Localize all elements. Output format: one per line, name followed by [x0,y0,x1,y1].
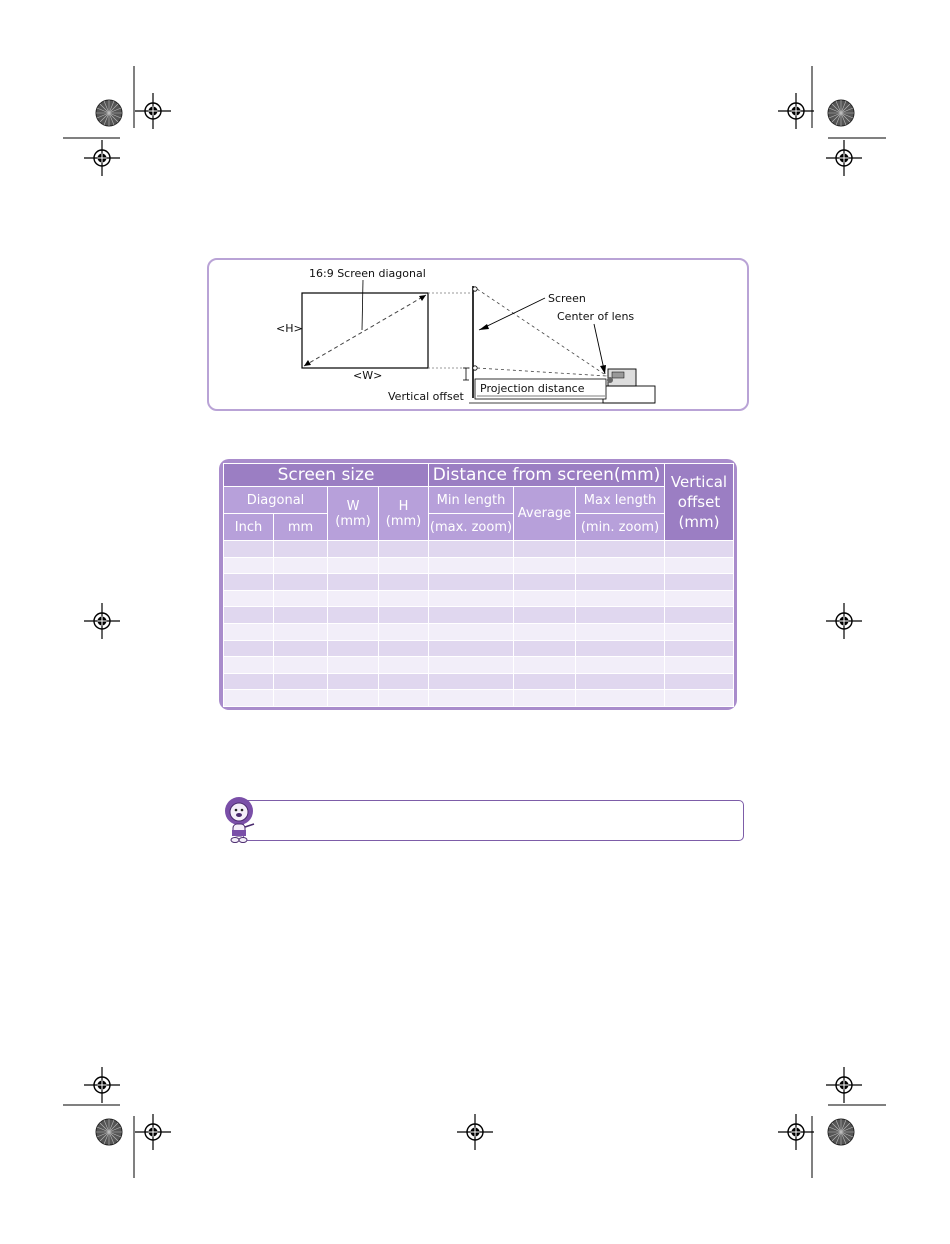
table-cell [514,607,576,624]
table-body [224,541,734,707]
table-row [224,607,734,624]
table-cell [274,541,328,558]
center-of-lens-label: Center of lens [557,310,635,323]
table-cell [224,541,274,558]
mm-header: mm [274,514,328,541]
note-box [243,800,744,841]
table-row [224,541,734,558]
table-cell [224,574,274,591]
table-cell [379,623,429,640]
table-cell [514,574,576,591]
table-cell [665,623,734,640]
table-cell [224,640,274,657]
table-cell [576,574,665,591]
table-cell [576,557,665,574]
table-cell [379,574,429,591]
table-cell [224,557,274,574]
table-cell [328,657,379,674]
table-cell [665,590,734,607]
vertical-offset-label: Vertical offset [388,390,464,403]
table-cell [429,557,514,574]
table-cell [429,590,514,607]
table-cell [514,541,576,558]
table-cell [274,657,328,674]
lion-mascot-icon [221,796,261,846]
table-cell [576,590,665,607]
table-cell [328,541,379,558]
table-cell [274,590,328,607]
table-cell [379,657,429,674]
table-row [224,623,734,640]
table-cell [576,690,665,707]
table-cell [328,673,379,690]
table-cell [665,657,734,674]
screen-size-table [219,459,737,710]
table-cell [514,557,576,574]
table-cell [429,673,514,690]
table-row [224,557,734,574]
height-header: H (mm) [379,487,429,541]
table-cell [429,607,514,624]
table-cell [274,690,328,707]
min-length-header: Min length [429,487,514,514]
table-cell [274,607,328,624]
table-cell [274,574,328,591]
table-cell [379,690,429,707]
table-cell [665,673,734,690]
table-cell [224,657,274,674]
table-cell [514,673,576,690]
table-cell [328,640,379,657]
table-cell [328,590,379,607]
table-cell [274,640,328,657]
table-cell [224,623,274,640]
table-cell [274,623,328,640]
table-cell [379,607,429,624]
average-header: Average [514,487,576,541]
table-cell [576,673,665,690]
table-row [224,590,734,607]
table-cell [224,690,274,707]
diagonal-header: Diagonal [224,487,328,514]
table-cell [665,557,734,574]
table-row [224,673,734,690]
projection-distance-label: Projection distance [480,382,585,395]
table-cell [576,541,665,558]
table-cell [328,607,379,624]
table-cell [274,673,328,690]
table-cell [224,673,274,690]
inch-header: Inch [224,514,274,541]
table-cell [429,690,514,707]
table-cell [514,640,576,657]
table-cell [429,657,514,674]
vertical-offset-header: Vertical offset (mm) [665,464,734,541]
max-zoom-header: (max. zoom) [429,514,514,541]
table-cell [665,541,734,558]
height-label: <H> [276,322,303,335]
table-cell [665,607,734,624]
table-cell [379,541,429,558]
table-cell [514,690,576,707]
table-cell [328,690,379,707]
table-row [224,690,734,707]
table-cell [576,640,665,657]
table-cell [576,607,665,624]
table-cell [576,623,665,640]
table-cell [514,590,576,607]
screen-diagonal-label: 16:9 Screen diagonal [309,267,426,280]
table-cell [224,590,274,607]
table-cell [328,623,379,640]
table-row [224,640,734,657]
table-cell [665,640,734,657]
distance-header: Distance from screen(mm) [429,464,665,487]
table-cell [379,673,429,690]
screen-size-header: Screen size [224,464,429,487]
screen-label: Screen [548,292,586,305]
table-cell [328,574,379,591]
width-label: <W> [353,369,383,382]
table-cell [665,574,734,591]
table-cell [274,557,328,574]
spec-table [223,463,734,707]
min-zoom-header: (min. zoom) [576,514,665,541]
table-cell [576,657,665,674]
table-cell [514,623,576,640]
table-cell [429,623,514,640]
table-cell [665,690,734,707]
table-cell [429,541,514,558]
table-cell [514,657,576,674]
width-header: W (mm) [328,487,379,541]
table-row [224,657,734,674]
table-cell [379,557,429,574]
table-cell [379,590,429,607]
table-cell [224,607,274,624]
table-cell [429,574,514,591]
table-cell [379,640,429,657]
max-length-header: Max length [576,487,665,514]
table-row [224,574,734,591]
table-cell [429,640,514,657]
table-cell [328,557,379,574]
